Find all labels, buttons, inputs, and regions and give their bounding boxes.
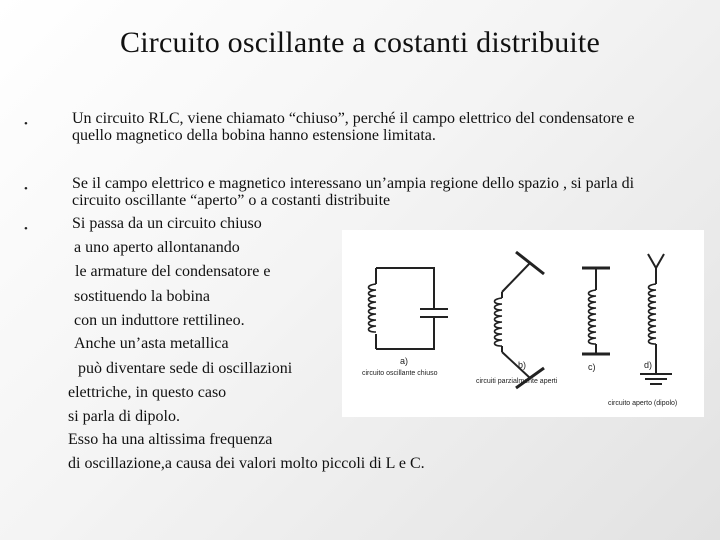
caption-closed-circuit: circuito oscillante chiuso xyxy=(362,370,438,377)
bullet-text-3-line-11: di oscillazione,a causa dei valori molto piccoli di L e C. xyxy=(68,455,425,472)
bullet-text-3-line-2: a uno aperto allontanando xyxy=(74,239,240,256)
bullet-text-3-line-5: con un induttore rettilineo. xyxy=(74,312,245,329)
circuit-diagram xyxy=(342,230,704,417)
bullet-text-3-line-3: le armature del condensatore e xyxy=(75,263,271,280)
label-c: c) xyxy=(588,362,596,372)
page-title: Circuito oscillante a costanti distribuite xyxy=(120,26,600,59)
bullet-marker: • xyxy=(24,183,28,195)
closed-lc-circuit xyxy=(369,268,449,349)
caption-dipole: circuito aperto (dipolo) xyxy=(608,400,678,407)
label-b: b) xyxy=(518,360,527,370)
bullet-text-2: Se il campo elettrico e magnetico interessano un’ampia regione dello spazio , si parla di circuito oscillante “aperto” o a costanti distribuite xyxy=(72,175,635,209)
label-d: d) xyxy=(644,360,653,370)
bullet-text-3-line-4: sostituendo la bobina xyxy=(74,288,210,305)
bullet-text-3-line-10: Esso ha una altissima frequenza xyxy=(68,431,273,448)
bullet-marker: • xyxy=(24,118,28,130)
label-a: a) xyxy=(400,356,409,366)
bullet-text-3-line-8: elettriche, in questo caso xyxy=(68,384,227,401)
bullet-text-3-line-6: Anche un’asta metallica xyxy=(74,335,229,352)
bullet-text-3-line-7: può diventare sede di oscillazioni xyxy=(78,360,293,377)
open-circuit xyxy=(582,268,610,354)
bullet-text-3-line-1: Si passa da un circuito chiuso xyxy=(72,215,262,232)
bullet-text-1: Un circuito RLC, viene chiamato “chiuso”, perché il campo elettrico del condensatore e quello magnetico della bobina hanno estensione limitata. xyxy=(72,110,635,144)
caption-partially-open: circuiti parzialmente aperti xyxy=(476,378,558,385)
bullet-text-3-line-9: si parla di dipolo. xyxy=(68,408,180,425)
circuit-diagram-figure xyxy=(342,230,704,417)
bullet-marker: • xyxy=(24,223,28,235)
